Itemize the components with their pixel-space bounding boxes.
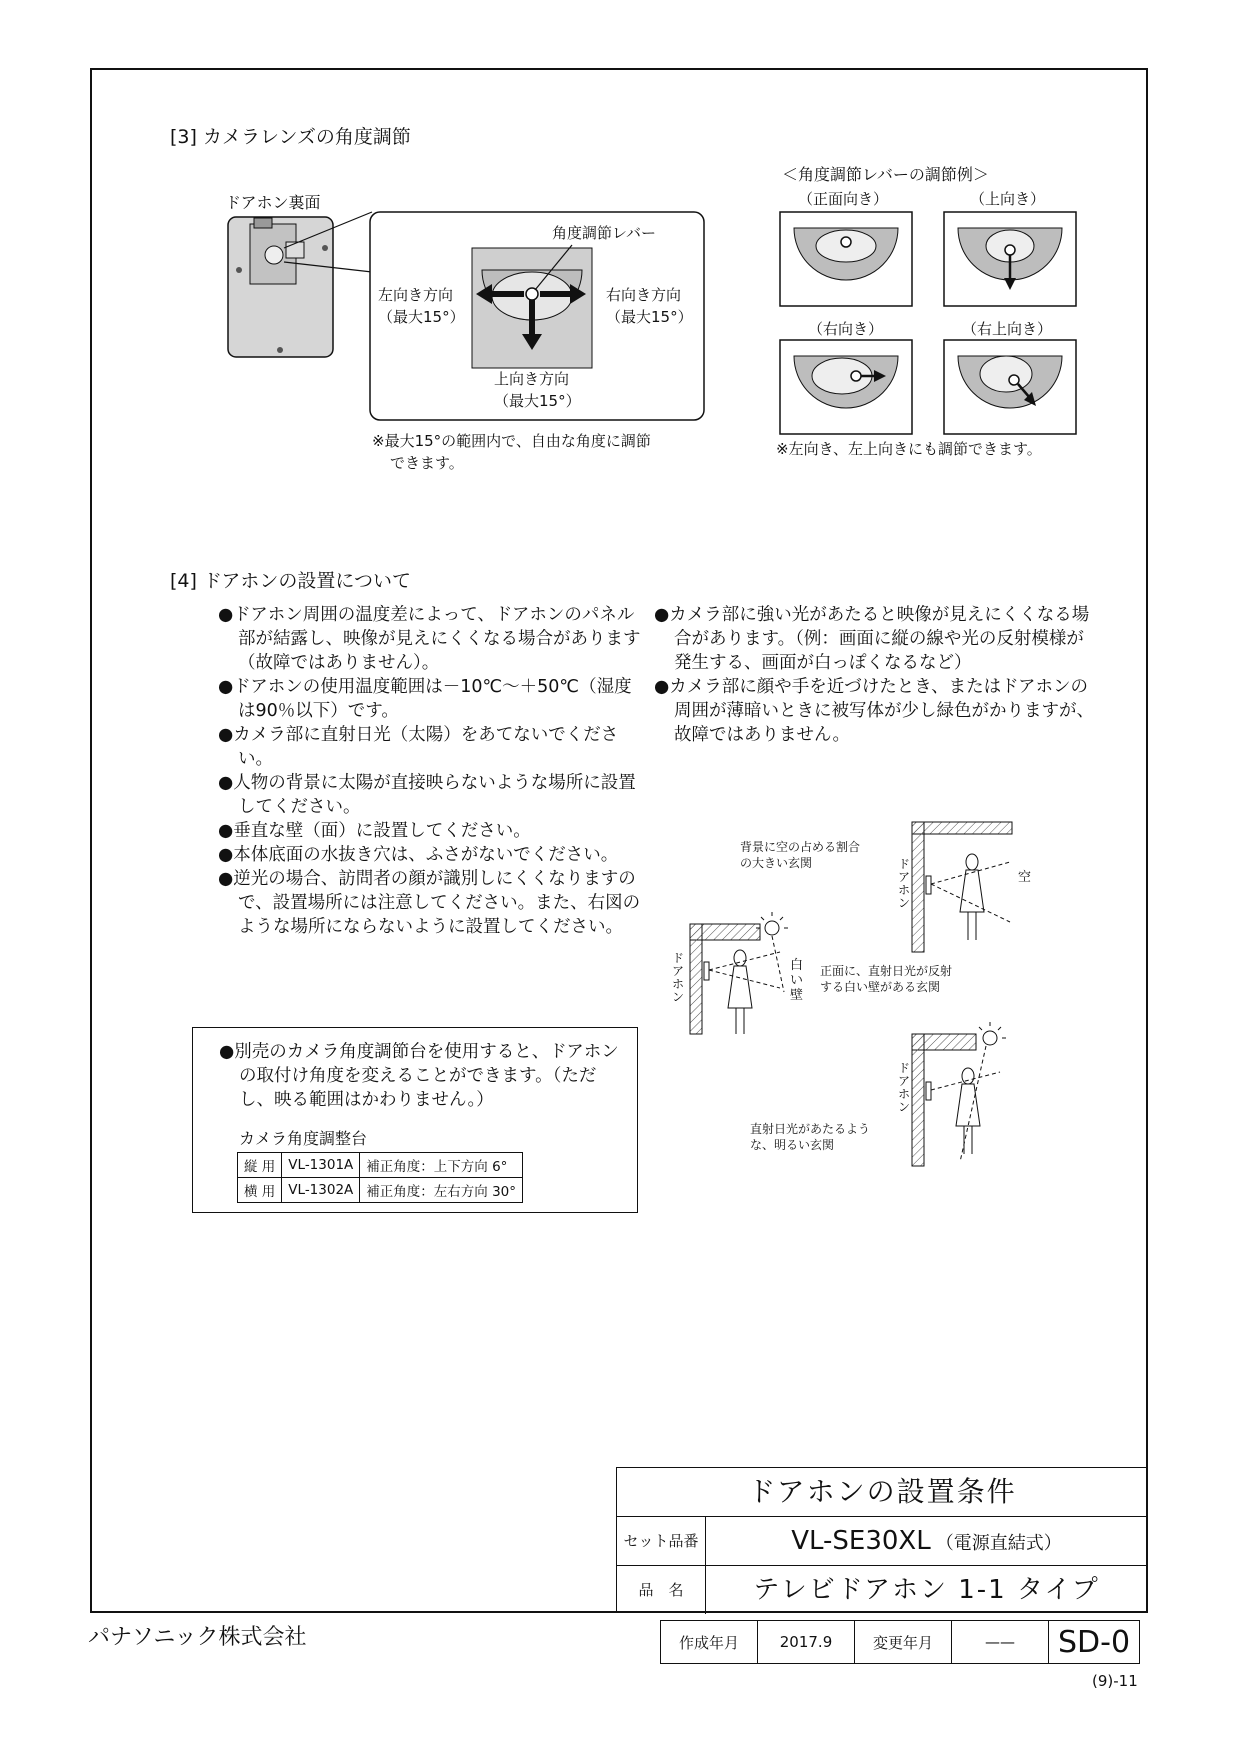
bullet-temperature: ●ドアホンの使用温度範囲は－10℃～＋50℃（湿度は90％以下）です。	[218, 677, 632, 721]
example-up-label: （上向き）	[970, 190, 1046, 208]
doc-title: ドアホンの設置条件	[617, 1468, 1147, 1517]
back-label: ドアホン裏面	[225, 193, 321, 212]
scene1-doorphone-label: ドアホン	[898, 857, 911, 910]
changed-value: ——	[952, 1621, 1049, 1664]
set-number-value: VL-SE30XL	[791, 1526, 931, 1556]
left-max: （最大15°）	[378, 308, 465, 326]
company-name: パナソニック株式会社	[88, 1625, 307, 1650]
section4-heading: [4] ドアホンの設置について	[170, 570, 412, 592]
scene2-doorphone-label: ドアホン	[672, 951, 685, 1004]
scene3-caption-2: な、明るい玄関	[750, 1138, 835, 1152]
up-direction: 上向き方向	[494, 370, 570, 388]
scene1-sky-label: 空	[1018, 870, 1032, 885]
scene2-caption-1: 正面に、直射日光が反射	[820, 964, 953, 978]
bullet-condensation: ●ドアホン周囲の温度差によって、ドアホンのパネル部が結露し、映像が見えにくくなる場合があります（故障ではありません）。	[218, 605, 641, 673]
accessory-box	[192, 1027, 638, 1213]
title-block	[616, 1467, 1148, 1613]
example-right	[780, 340, 912, 434]
accessory-table	[237, 1152, 523, 1203]
up-max: （最大15°）	[494, 392, 581, 410]
examples-title: ＜角度調節レバーの調節例＞	[782, 165, 989, 184]
scene-sky-background	[912, 822, 1012, 952]
set-number-label: セット品番	[617, 1517, 706, 1566]
row-use: 横 用	[238, 1178, 282, 1203]
example-upright	[944, 340, 1076, 434]
row-use: 縦 用	[238, 1153, 282, 1178]
scene-white-wall	[690, 912, 788, 1034]
example-front-label: （正面向き）	[798, 190, 889, 208]
example-right-label: （右向き）	[808, 320, 884, 338]
product-name-value: テレビドアホン 1-1 タイプ	[753, 1575, 1100, 1605]
left-direction: 左向き方向	[378, 286, 454, 304]
example-upright-label: （右上向き）	[962, 320, 1053, 338]
row-model: VL-1302A	[282, 1178, 360, 1203]
scene2-wall-label: 白い壁	[790, 958, 804, 1003]
bullet-strong-light: ●カメラ部に強い光があたると映像が見えにくくなる場合があります。（例：画面に縦の線や光の反射模様が発生する、画面が白っぽくなるなど）	[654, 605, 1090, 673]
scene3-doorphone-label: ドアホン	[898, 1061, 911, 1114]
lever-label: 角度調節レバー	[552, 224, 656, 242]
row-desc: 補正角度：左右方向 30°	[360, 1178, 523, 1203]
right-max: （最大15°）	[606, 308, 693, 326]
scene-direct-sun	[912, 1022, 1006, 1166]
scene1-caption-1: 背景に空の占める割合	[740, 840, 861, 854]
table-row	[238, 1153, 523, 1178]
bullet-drain-hole: ●本体底面の水抜き穴は、ふさがないでください。	[218, 845, 619, 865]
changed-label: 変更年月	[855, 1621, 952, 1664]
table-row	[238, 1178, 523, 1203]
bullet-backlight: ●逆光の場合、訪問者の顔が識別しにくくなりますので、設置場所には注意してください。また、右図のような場所にならないように設置してください。	[218, 869, 641, 937]
scene2-caption-2: する白い壁がある玄関	[820, 980, 941, 994]
range-note-2: できます。	[390, 454, 464, 472]
product-name-label: 品 名	[617, 1566, 706, 1614]
example-front	[780, 212, 912, 306]
revision-table	[660, 1620, 1140, 1664]
accessory-table-title: カメラ角度調整台	[239, 1129, 368, 1148]
right-direction: 右向き方向	[606, 286, 682, 304]
example-up	[944, 212, 1076, 306]
right-bullets	[654, 603, 1094, 747]
scene3-caption-1: 直射日光があたるよう	[750, 1122, 871, 1136]
left-bullets	[218, 603, 646, 939]
section3-heading: [3] カメラレンズの角度調節	[170, 126, 411, 148]
bullet-vertical-wall: ●垂直な壁（面）に設置してください。	[218, 821, 531, 841]
row-model: VL-1301A	[282, 1153, 360, 1178]
set-number-cell	[706, 1517, 1147, 1566]
accessory-text: ●別売のカメラ角度調節台を使用すると、ドアホンの取付け角度を変えることができます。（ただし、映る範囲はかわりません。）	[219, 1042, 619, 1110]
bullet-sunlight: ●カメラ部に直射日光（太陽）をあてないでください。	[218, 725, 619, 769]
drawing-code: SD-0	[1049, 1621, 1140, 1664]
created-value: 2017.9	[758, 1621, 855, 1664]
bullet-green-tint: ●カメラ部に顔や手を近づけたとき、またはドアホンの周囲が薄暗いときに被写体が少し緑色がかりますが、故障ではありません。	[654, 677, 1094, 745]
set-number-suffix: （電源直結式）	[935, 1533, 1062, 1554]
range-note-1: ※最大15°の範囲内で、自由な角度に調節	[372, 432, 651, 450]
examples-note: ※左向き、左上向きにも調節できます。	[776, 440, 1042, 458]
scene1-caption-2: の大きい玄関	[740, 856, 813, 870]
bullet-sun-background: ●人物の背景に太陽が直接映らないような場所に設置してください。	[218, 773, 636, 817]
row-desc: 補正角度：上下方向 6°	[360, 1153, 523, 1178]
created-label: 作成年月	[661, 1621, 758, 1664]
lever-examples-diagram	[778, 210, 1078, 440]
page-number: (9)-11	[1092, 1672, 1138, 1690]
